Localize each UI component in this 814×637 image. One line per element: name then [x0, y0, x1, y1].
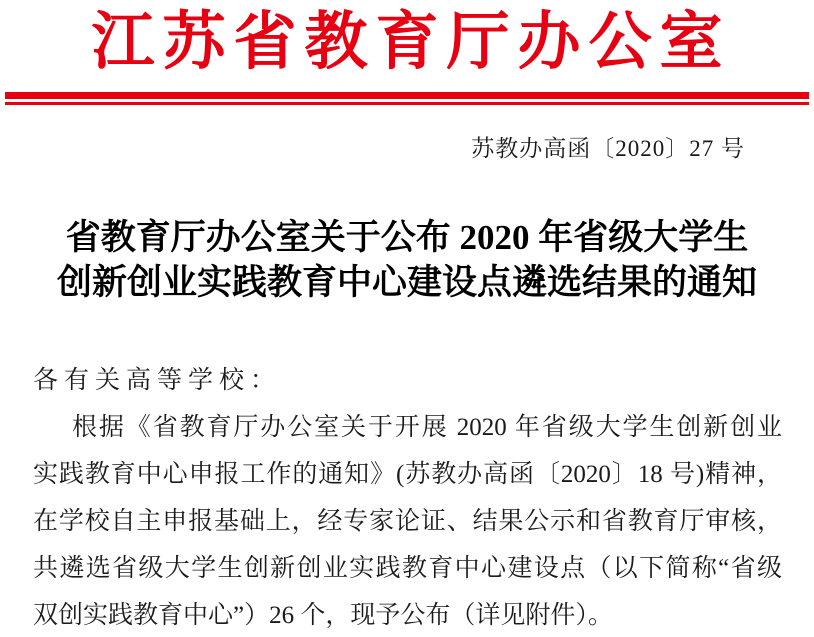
title-line-2: 创新创业实践教育中心建设点遴选结果的通知: [56, 263, 757, 302]
document-number: 苏教办高函〔2020〕27 号: [471, 136, 745, 161]
body-line: 共遴选省级大学生创新创业实践教育中心建设点（以下简称“省级: [33, 555, 782, 582]
body-line: 实践教育中心申报工作的通知》(苏教办高函〔2020〕18 号)精神，: [33, 461, 782, 488]
body-line: 根据《省教育厅办公室关于开展 2020 年省级大学生创新创业: [72, 414, 782, 441]
body-line: 在学校自主申报基础上，经专家论证、结果公示和省教育厅审核，: [33, 508, 782, 535]
divider-thin-line: [5, 102, 809, 105]
letterhead-org-name: 江苏省教育厅办公室: [91, 7, 731, 77]
document-title: [20, 215, 794, 305]
salutation: 各有关高等学校：: [33, 367, 282, 394]
red-divider: [5, 92, 809, 105]
title-line-1: 省教育厅办公室关于公布 2020 年省级大学生: [65, 218, 749, 257]
body-line: 双创实践教育中心”）26 个，现予公布（详见附件）。: [33, 602, 613, 629]
divider-thick-line: [5, 92, 809, 99]
document-body: [33, 357, 782, 637]
